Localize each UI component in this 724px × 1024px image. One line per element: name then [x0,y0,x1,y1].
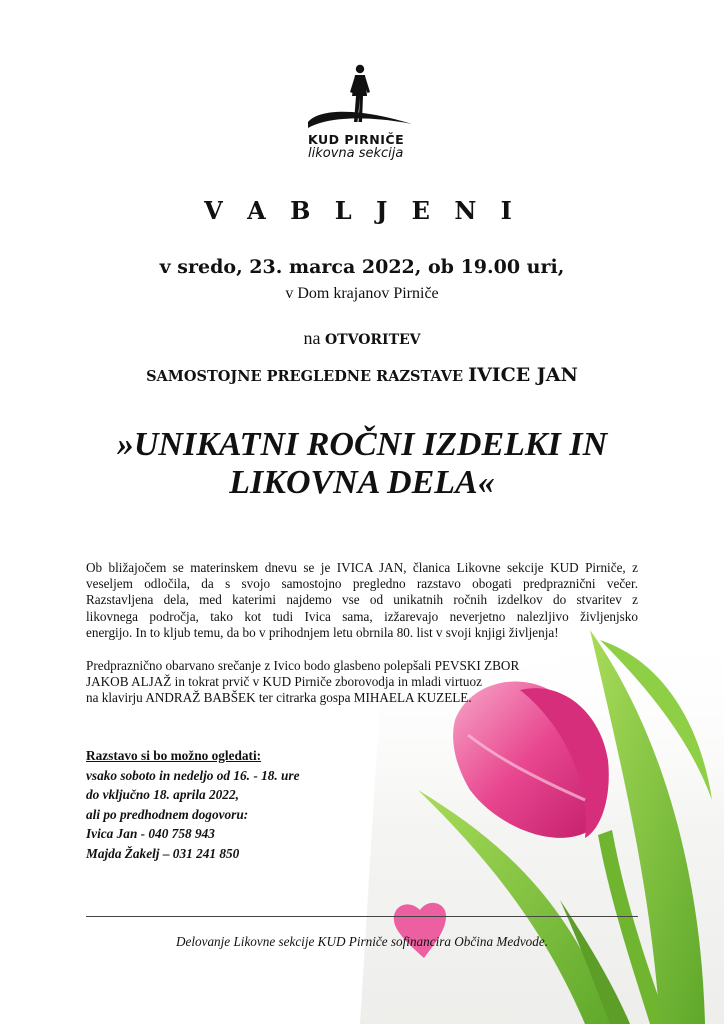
figure-logo-icon [300,62,420,132]
paragraph-line: veseljem odločila, da s svojo samostojno pregledno razstavo obogati predpraznični večer. [86,576,638,592]
opening-word: OTVORITEV [324,332,421,348]
opening-line [0,328,724,349]
viewing-info [86,746,300,863]
paragraph-line: JAKOB ALJAŽ in tokrat prvič v KUD Pirniče zborovodja in mladi virtuoz [86,674,482,690]
contact-ivica: Ivica Jan - 040 758 943 [86,826,215,841]
invitation-title: V A B L J E N I [204,196,520,225]
exhibition-type: SAMOSTOJNE PREGLEDNE RAZSTAVE [146,368,469,385]
exhibition-line [0,364,724,386]
paragraph-line: Predpraznično obarvano srečanje z Ivico bodo glasbeno polepšali PEVSKI ZBOR [86,658,520,673]
paragraph-line: Ob bližajočem se materinskem dnevu se je IVICA JAN, članica Likovne sekcije KUD Pirniče, z [86,560,638,575]
viewing-hours: vsako soboto in nedeljo od 16. - 18. ure [86,767,300,783]
paragraph-line: na klavirju ANDRAŽ BABŠEK ter citrarka gospa MIHAELA KUZELE. [86,690,472,706]
contact-majda: Majda Žakelj – 031 241 850 [86,845,240,861]
viewing-until: do vključno 18. aprila 2022, [86,787,239,802]
logo-subtitle: likovna sekcija [308,146,404,161]
headline-line-1: »UNIKATNI ROČNI IZDELKI IN [116,426,608,463]
opening-prefix: na [303,328,325,348]
paragraph-line: energijo. In to kljub temu, da bo v prihodnjem letu obrnila 80. list v svoji knjigi življenja! [86,624,559,640]
viewing-arrangement: ali po predhodnem dogovoru: [86,806,249,822]
logo-name: KUD PIRNIČE [308,132,405,147]
event-place: v Dom krajanov Pirniče [285,285,439,302]
paragraph-intro [86,560,638,641]
event-date: v sredo, 23. marca 2022, ob 19.00 uri, [159,256,565,278]
headline-line-2: LIKOVNA DELA« [229,464,495,501]
footer-divider [86,916,638,917]
kud-logo [300,62,420,162]
footer-note: Delovanje Likovne sekcije KUD Pirniče sofinancira Občina Medvode. [175,934,549,949]
paragraph-music [86,658,638,707]
paragraph-line: Razstavljena dela, med katerimi najdemo vse od unikatnih ročnih izdelkov do stvaritev z [86,592,638,608]
paragraph-line: likovnega področja, tako kot tudi Ivica sama, izžarevajo neverjetno nalezljivo življenjsko [86,608,638,624]
viewing-heading: Razstavo si bo možno ogledati: [86,748,262,763]
artist-name: IVICE JAN [468,364,578,386]
